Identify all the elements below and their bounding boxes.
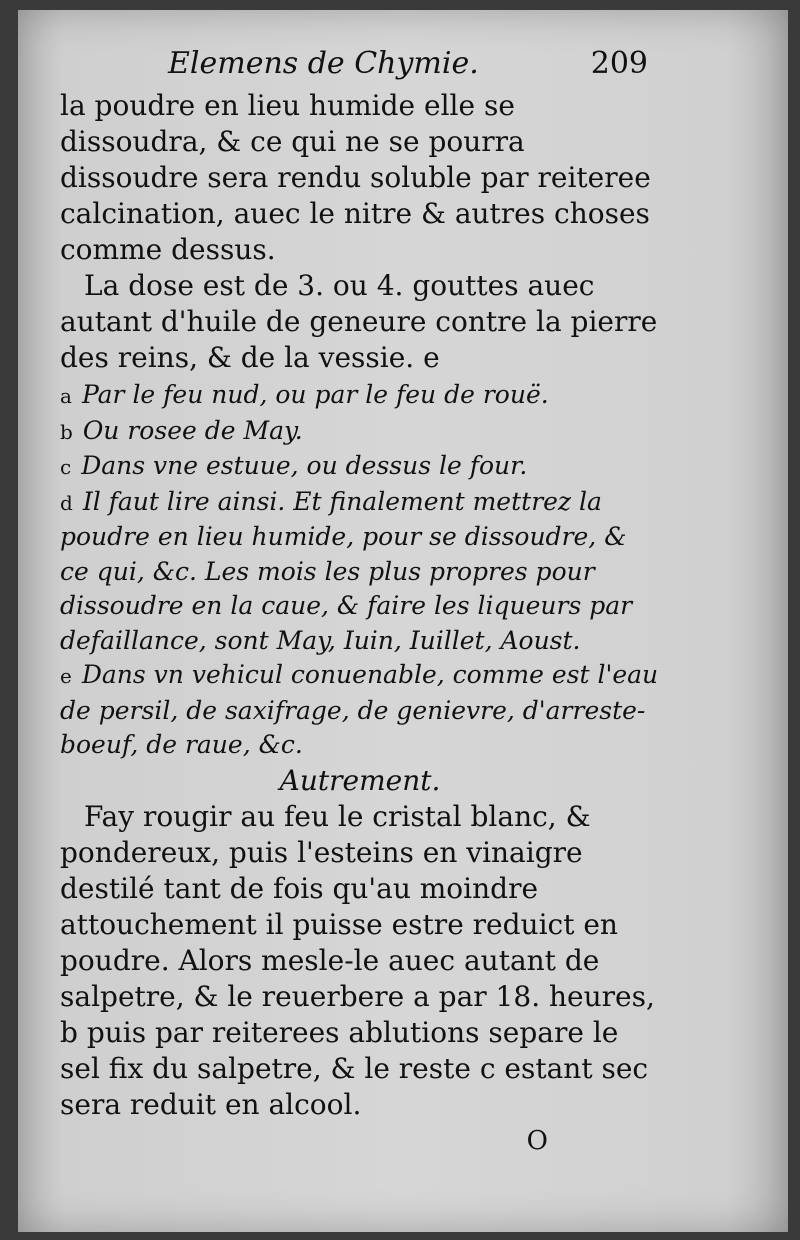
footnote-text: Il faut lire ainsi. Et finalement mettrez la poudre en lieu humide, pour se dissoudre, & ce qui, &c. Les mois les plus propres pour dissoudre en la caue, & faire les liqueurs par defaillance, sont May, Iuin, Iuillet, Aoust. (60, 486, 633, 655)
paragraph-2: La dose est de 3. ou 4. gouttes auec autant d'huile de geneure contre la pierre des reins, & de la vessie. e (60, 269, 658, 374)
footnote-d (60, 485, 660, 659)
footnote-b (60, 414, 660, 450)
running-header (168, 46, 648, 81)
footnote-c (60, 449, 660, 485)
footnote-text: Par le feu nud, ou par le feu de rouë. (81, 380, 549, 409)
book-page (18, 10, 788, 1232)
page-body (60, 88, 660, 1159)
footnote-marker: a (60, 384, 72, 408)
catchword: O (526, 1125, 548, 1156)
section-heading: Autrement. (279, 763, 441, 797)
footnote-marker: b (60, 419, 73, 444)
footnote-text: Ou rosee de May. (82, 415, 303, 445)
page-number: 209 (590, 46, 648, 81)
footnote-marker: c (60, 455, 72, 479)
paragraph-1: la poudre en lieu humide elle se dissoudra, & ce qui ne se pourra dissoudre sera rendu soluble par reiteree calcination, auec le nitre & autres choses comme dessus. (60, 89, 651, 266)
footnote-a (60, 378, 660, 414)
footnote-text: Dans vn vehicul conuenable, comme est l'eau de persil, de saxifrage, de genievre, d'arreste-boeuf, de raue, &c. (60, 660, 659, 759)
footnote-e (60, 658, 660, 763)
section-paragraph: Fay rougir au feu le cristal blanc, & pondereux, puis l'esteins en vinaigre destilé tant de fois qu'au moindre attouchement il puisse estre reduict en poudre. Alors mesle-le auec autant de salpetre, & le reuerbere a par 18. heures, b puis par reiterees ablutions separe le sel fix du salpetre, & le reste c estant sec sera reduit en alcool. (60, 799, 655, 1121)
running-title: Elemens de Chymie. (168, 46, 479, 81)
footnote-text: Dans vne estuue, ou dessus le four. (81, 451, 528, 480)
footnote-marker: d (60, 490, 73, 515)
footnotes (60, 378, 660, 763)
footnote-marker: e (60, 664, 72, 688)
